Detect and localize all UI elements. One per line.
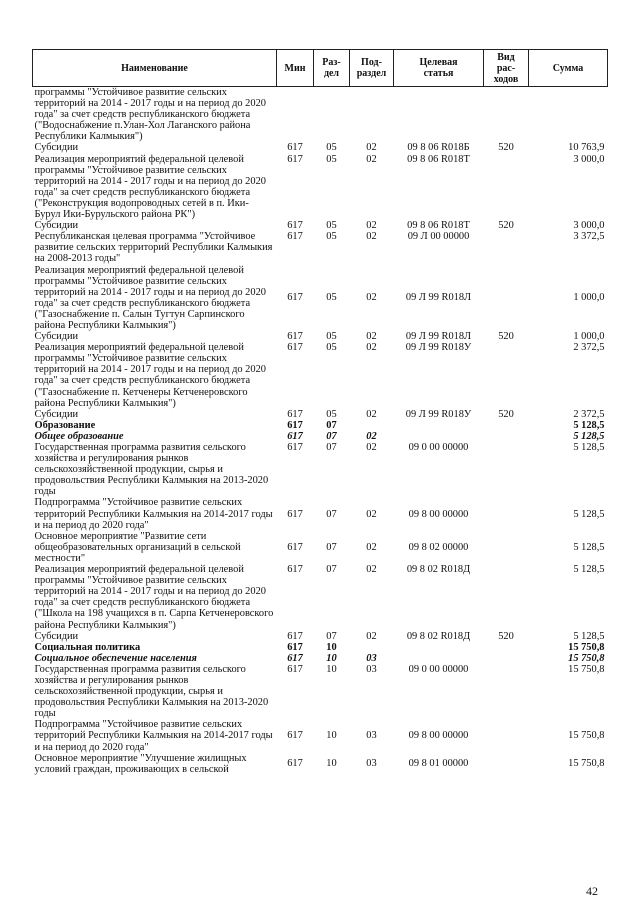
cell-name: Государственная программа развития сельского хозяйства и регулирования рынков сельскохозяйственной продукции, сырья и продовольствия Республики Калмыкия на 2013-2020 годы bbox=[34, 663, 269, 720]
cell-min bbox=[277, 87, 314, 143]
cell-name: Социальное обеспечение населения bbox=[34, 652, 197, 664]
cell-vid bbox=[484, 719, 529, 752]
cell-vid: 520 bbox=[498, 630, 514, 642]
table-row bbox=[33, 220, 608, 231]
cell-razdel: 07 bbox=[326, 430, 337, 442]
cell-min: 617 bbox=[287, 153, 303, 165]
cell-name: Субсидии bbox=[34, 331, 79, 343]
header-min: Мин bbox=[277, 50, 314, 87]
table-row bbox=[33, 87, 608, 143]
table-row bbox=[33, 753, 608, 775]
cell-razdel: 05 bbox=[326, 153, 337, 165]
table-row bbox=[33, 342, 608, 409]
cell-podrazdel: 02 bbox=[366, 564, 377, 576]
cell-summa: 5 128,5 bbox=[573, 630, 605, 642]
table-row bbox=[33, 142, 608, 153]
header-celevaya bbox=[394, 50, 484, 87]
header-podrazdel-text: Под- раздел bbox=[356, 57, 387, 79]
table-row bbox=[33, 531, 608, 564]
cell-vid bbox=[484, 664, 529, 719]
cell-razdel: 05 bbox=[326, 408, 337, 420]
cell-vid bbox=[484, 653, 529, 664]
cell-vid bbox=[484, 342, 529, 409]
cell-name: Реализация мероприятий федеральной целевой программы "Устойчивое развитие сельских территорий на 2014 - 2017 годы и на период до 2020 года" за счет средств республиканского бюджета ("Газоснабжение п. Кетченеры Кетченеровского района Республики Калмыкия") bbox=[34, 342, 266, 409]
cell-celevaya: 09 8 01 00000 bbox=[408, 758, 469, 770]
cell-summa: 5 128,5 bbox=[573, 442, 605, 453]
cell-razdel: 07 bbox=[326, 419, 337, 431]
cell-name: Реализация мероприятий федеральной целевой программы "Устойчивое развитие сельских территорий на 2014 - 2017 годы и на период до 2020 года" за счет средств республиканского бюджета ("Школа на 198 учащихся в п. Сарпа Кетченеровского района Республики Калмыкия") bbox=[34, 564, 274, 631]
cell-vid: 520 bbox=[498, 142, 514, 154]
cell-summa: 15 750,8 bbox=[568, 758, 605, 770]
cell-vid bbox=[484, 231, 529, 264]
cell-summa: 15 750,8 bbox=[568, 652, 605, 664]
cell-name: Субсидии bbox=[34, 220, 79, 232]
cell-summa: 15 750,8 bbox=[568, 641, 605, 653]
cell-celevaya: 09 8 06 R018Б bbox=[407, 142, 470, 154]
cell-celevaya bbox=[394, 653, 484, 664]
table-body bbox=[33, 87, 608, 775]
cell-name: программы "Устойчивое развитие сельских территорий на 2014 - 2017 годы и на период до 2020 года" за счет средств республиканского бюджета ("Водоснабжение п.Улан-Хол Лаганского района Республики Калмыкия") bbox=[34, 87, 266, 143]
cell-name: Субсидии bbox=[34, 142, 79, 154]
table-row bbox=[33, 431, 608, 442]
cell-name: Основное мероприятие "Развитие сети общеобразовательных организаций в сельской местности" bbox=[34, 530, 241, 564]
cell-min: 617 bbox=[287, 231, 303, 243]
header-vid-text: Вид рас- ходов bbox=[493, 51, 519, 85]
cell-vid bbox=[484, 642, 529, 653]
cell-celevaya: 09 Л 99 R018У bbox=[405, 342, 472, 354]
cell-min: 617 bbox=[287, 142, 303, 154]
table-row bbox=[33, 331, 608, 342]
cell-podrazdel: 02 bbox=[366, 331, 377, 343]
cell-vid bbox=[484, 531, 529, 564]
cell-vid bbox=[484, 431, 529, 442]
cell-min: 617 bbox=[287, 342, 303, 354]
cell-min: 617 bbox=[287, 541, 303, 553]
cell-podrazdel: 03 bbox=[366, 758, 377, 770]
cell-razdel: 05 bbox=[326, 142, 337, 154]
cell-razdel: 10 bbox=[326, 758, 337, 770]
header-vid bbox=[484, 50, 529, 87]
cell-name: Государственная программа развития сельского хозяйства и регулирования рынков сельскохозяйственной продукции, сырья и продовольствия Республики Калмыкия на 2013-2020 годы bbox=[34, 442, 269, 498]
cell-min: 617 bbox=[287, 331, 303, 343]
cell-celevaya bbox=[394, 87, 484, 143]
cell-podrazdel bbox=[350, 642, 394, 653]
table-header bbox=[33, 50, 608, 87]
cell-vid bbox=[484, 753, 529, 775]
cell-min: 617 bbox=[287, 663, 303, 675]
cell-podrazdel: 03 bbox=[366, 663, 377, 675]
cell-razdel: 05 bbox=[326, 231, 337, 243]
cell-min: 617 bbox=[287, 220, 303, 232]
cell-summa: 15 750,8 bbox=[568, 730, 605, 742]
cell-podrazdel: 03 bbox=[366, 652, 377, 664]
page-number: 42 bbox=[586, 884, 598, 898]
cell-vid bbox=[484, 154, 529, 221]
cell-min: 617 bbox=[287, 408, 303, 420]
cell-celevaya: 09 0 00 00000 bbox=[408, 442, 469, 453]
cell-celevaya: 09 8 06 R018Т bbox=[407, 153, 470, 165]
header-summa: Сумма bbox=[529, 50, 608, 87]
cell-podrazdel: 02 bbox=[366, 442, 377, 453]
cell-razdel: 05 bbox=[326, 331, 337, 343]
cell-razdel: 07 bbox=[326, 508, 337, 520]
cell-summa: 2 372,5 bbox=[573, 408, 605, 420]
cell-summa: 3 372,5 bbox=[573, 231, 605, 243]
cell-razdel: 10 bbox=[326, 641, 337, 653]
cell-podrazdel bbox=[350, 420, 394, 431]
cell-name: Социальная политика bbox=[34, 641, 141, 653]
cell-razdel: 05 bbox=[326, 342, 337, 354]
table-row bbox=[33, 564, 608, 631]
header-razdel-text: Раз- дел bbox=[322, 57, 341, 79]
cell-podrazdel bbox=[350, 87, 394, 143]
cell-summa: 3 000,0 bbox=[573, 220, 605, 232]
table-row bbox=[33, 631, 608, 642]
cell-podrazdel: 02 bbox=[366, 630, 377, 642]
cell-vid: 520 bbox=[498, 331, 514, 343]
cell-summa: 1 000,0 bbox=[573, 292, 605, 304]
cell-celevaya: 09 0 00 00000 bbox=[408, 663, 469, 675]
cell-min: 617 bbox=[287, 564, 303, 576]
cell-name: Подпрограмма "Устойчивое развитие сельских территорий Республики Калмыкия на 2014-2017 годы и на период до 2020 года" bbox=[34, 719, 273, 753]
table-row bbox=[33, 442, 608, 497]
cell-podrazdel: 03 bbox=[366, 730, 377, 742]
cell-celevaya: 09 8 02 R018Д bbox=[406, 564, 471, 576]
cell-min: 617 bbox=[287, 292, 303, 304]
cell-min: 617 bbox=[287, 442, 303, 453]
cell-name: Реализация мероприятий федеральной целевой программы "Устойчивое развитие сельских территорий на 2014 - 2017 годы и на период до 2020 года" за счет средств республиканского бюджета ("Реконструкция водопроводных сетей в п. Ики-Бурул Ики-Бурульского района РК") bbox=[34, 153, 266, 221]
cell-summa: 5 128,5 bbox=[573, 419, 605, 431]
cell-razdel: 10 bbox=[326, 730, 337, 742]
header-podrazdel bbox=[350, 50, 394, 87]
cell-vid: 520 bbox=[498, 220, 514, 232]
cell-vid: 520 bbox=[498, 408, 514, 420]
header-celevaya-text: Целевая статья bbox=[419, 57, 458, 79]
cell-celevaya: 09 Л 99 R018Л bbox=[405, 292, 472, 304]
table-row bbox=[33, 420, 608, 431]
cell-name: Республиканская целевая программа "Устойчивое развитие сельских территорий Республики Калмыкия на 2008-2013 годы" bbox=[34, 231, 273, 265]
cell-celevaya: 09 8 02 R018Д bbox=[406, 630, 471, 642]
table-row bbox=[33, 719, 608, 752]
table-row bbox=[33, 409, 608, 420]
cell-vid bbox=[484, 497, 529, 530]
cell-vid bbox=[484, 420, 529, 431]
cell-vid bbox=[484, 265, 529, 332]
cell-celevaya: 09 8 06 R018Т bbox=[407, 220, 470, 232]
cell-podrazdel: 02 bbox=[366, 142, 377, 154]
cell-min: 617 bbox=[287, 641, 303, 653]
cell-min: 617 bbox=[287, 630, 303, 642]
cell-podrazdel: 02 bbox=[366, 430, 377, 442]
cell-summa: 1 000,0 bbox=[573, 331, 605, 343]
cell-summa: 15 750,8 bbox=[568, 663, 605, 675]
cell-name: Общее образование bbox=[34, 430, 124, 442]
table-row bbox=[33, 265, 608, 332]
cell-vid bbox=[484, 564, 529, 631]
budget-table bbox=[32, 49, 608, 775]
cell-vid bbox=[484, 442, 529, 497]
cell-name: Субсидии bbox=[34, 630, 79, 642]
cell-name: Образование bbox=[34, 419, 96, 431]
cell-razdel: 07 bbox=[326, 541, 337, 553]
cell-min: 617 bbox=[287, 430, 303, 442]
cell-name: Подпрограмма "Устойчивое развитие сельских территорий Республики Калмыкия на 2014-2017 годы и на период до 2020 года" bbox=[34, 497, 273, 531]
cell-name: Основное мероприятие "Улучшение жилищных условий граждан, проживающих в сельской bbox=[34, 752, 247, 775]
cell-razdel: 07 bbox=[326, 442, 337, 453]
cell-summa: 5 128,5 bbox=[573, 564, 605, 576]
cell-podrazdel: 02 bbox=[366, 508, 377, 520]
cell-min: 617 bbox=[287, 508, 303, 520]
cell-min: 617 bbox=[287, 419, 303, 431]
cell-podrazdel: 02 bbox=[366, 541, 377, 553]
table-row bbox=[33, 154, 608, 221]
cell-summa: 5 128,5 bbox=[573, 508, 605, 520]
cell-summa: 2 372,5 bbox=[573, 342, 605, 354]
cell-celevaya: 09 8 00 00000 bbox=[408, 508, 469, 520]
cell-celevaya bbox=[394, 420, 484, 431]
cell-celevaya: 09 8 00 00000 bbox=[408, 730, 469, 742]
cell-name: Реализация мероприятий федеральной целевой программы "Устойчивое развитие сельских территорий на 2014 - 2017 годы и на период до 2020 года" за счет средств республиканского бюджета ("Газоснабжение п. Салын Тугтун Сарпинского района Республики Калмыкия") bbox=[34, 264, 266, 331]
cell-summa: 3 000,0 bbox=[573, 153, 605, 165]
cell-razdel: 05 bbox=[326, 220, 337, 232]
cell-summa: 5 128,5 bbox=[573, 430, 605, 442]
cell-celevaya bbox=[394, 642, 484, 653]
cell-celevaya: 09 Л 99 R018Л bbox=[405, 331, 472, 343]
cell-min: 617 bbox=[287, 652, 303, 664]
table-row bbox=[33, 231, 608, 264]
cell-summa: 5 128,5 bbox=[573, 541, 605, 553]
cell-podrazdel: 02 bbox=[366, 342, 377, 354]
cell-razdel: 10 bbox=[326, 652, 337, 664]
cell-min: 617 bbox=[287, 730, 303, 742]
cell-razdel bbox=[314, 87, 350, 143]
header-razdel bbox=[314, 50, 350, 87]
cell-celevaya: 09 8 02 00000 bbox=[408, 541, 469, 553]
cell-vid bbox=[484, 87, 529, 143]
cell-razdel: 07 bbox=[326, 630, 337, 642]
cell-podrazdel: 02 bbox=[366, 408, 377, 420]
table-row bbox=[33, 653, 608, 664]
table-row bbox=[33, 664, 608, 719]
cell-podrazdel: 02 bbox=[366, 231, 377, 243]
table-row bbox=[33, 497, 608, 530]
cell-min: 617 bbox=[287, 758, 303, 770]
cell-celevaya: 09 Л 00 00000 bbox=[407, 231, 470, 243]
cell-podrazdel: 02 bbox=[366, 292, 377, 304]
table-row bbox=[33, 642, 608, 653]
cell-name: Субсидии bbox=[34, 408, 79, 420]
cell-summa bbox=[529, 87, 608, 143]
cell-celevaya: 09 Л 99 R018У bbox=[405, 408, 472, 420]
cell-razdel: 10 bbox=[326, 663, 337, 675]
cell-podrazdel: 02 bbox=[366, 220, 377, 232]
header-name: Наименование bbox=[33, 50, 277, 87]
cell-razdel: 05 bbox=[326, 292, 337, 304]
cell-podrazdel: 02 bbox=[366, 153, 377, 165]
cell-razdel: 07 bbox=[326, 564, 337, 576]
cell-summa: 10 763,9 bbox=[568, 142, 605, 154]
cell-celevaya bbox=[394, 431, 484, 442]
